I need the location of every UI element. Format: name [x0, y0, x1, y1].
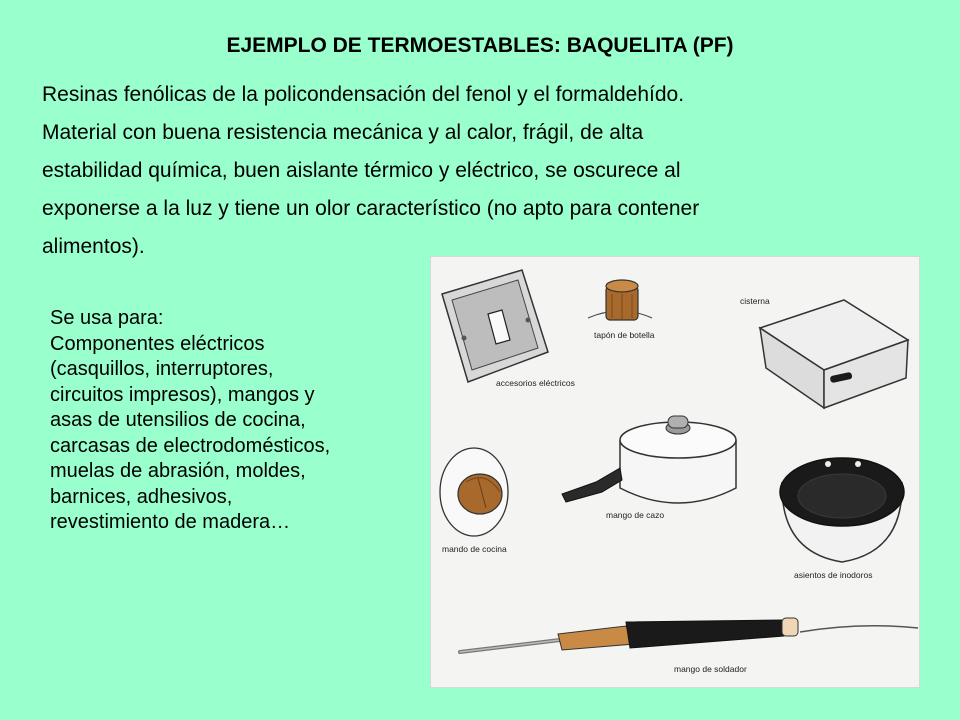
slide-title: EJEMPLO DE TERMOESTABLES: BAQUELITA (PF): [226, 34, 734, 57]
light-switch-drawing: [442, 270, 548, 382]
bakelite-products-illustration: [430, 256, 920, 688]
uses-line: circuitos impresos), mangos y: [50, 383, 315, 406]
intro-paragraph: [42, 76, 902, 266]
caption-cistern: cisterna: [740, 296, 770, 306]
stove-knob-drawing: [440, 448, 508, 536]
caption-pan: mango de cazo: [606, 510, 665, 520]
uses-line: revestimiento de madera…: [50, 511, 291, 533]
intro-line: exponerse a la luz y tiene un olor característico (no apto para contener: [42, 197, 700, 220]
uses-line: barnices, adhesivos,: [50, 485, 233, 508]
intro-line: Resinas fenólicas de la policondensación del fenol y el formaldehído.: [42, 83, 685, 106]
intro-line: alimentos).: [42, 235, 145, 258]
uses-heading: Se usa para:: [50, 307, 164, 329]
soldering-iron-drawing: [460, 618, 918, 652]
intro-line: Material con buena resistencia mecánica y al calor, frágil, de alta: [42, 121, 644, 144]
toilet-seat-drawing: [780, 458, 904, 562]
uses-list: [50, 306, 440, 536]
uses-line: carcasas de electrodomésticos,: [50, 434, 331, 457]
caption-toilet: asientos de inodoros: [794, 570, 873, 580]
uses-line: muelas de abrasión, moldes,: [50, 460, 306, 482]
uses-line: Componentes eléctricos: [50, 332, 265, 355]
caption-iron: mango de soldador: [674, 664, 747, 674]
illustration-svg: [430, 256, 920, 688]
caption-knob: mando de cocina: [442, 544, 507, 554]
cistern-drawing: [760, 300, 908, 408]
intro-line: estabilidad química, buen aislante térmico y eléctrico, se oscurece al: [42, 159, 681, 182]
saucepan-drawing: [562, 416, 736, 503]
uses-line: (casquillos, interruptores,: [50, 358, 274, 380]
caption-cap: tapón de botella: [594, 330, 655, 340]
caption-switch: accesorios eléctricos: [496, 378, 575, 388]
uses-line: asas de utensilios de cocina,: [50, 409, 306, 431]
bottle-cap-drawing: [588, 280, 652, 320]
